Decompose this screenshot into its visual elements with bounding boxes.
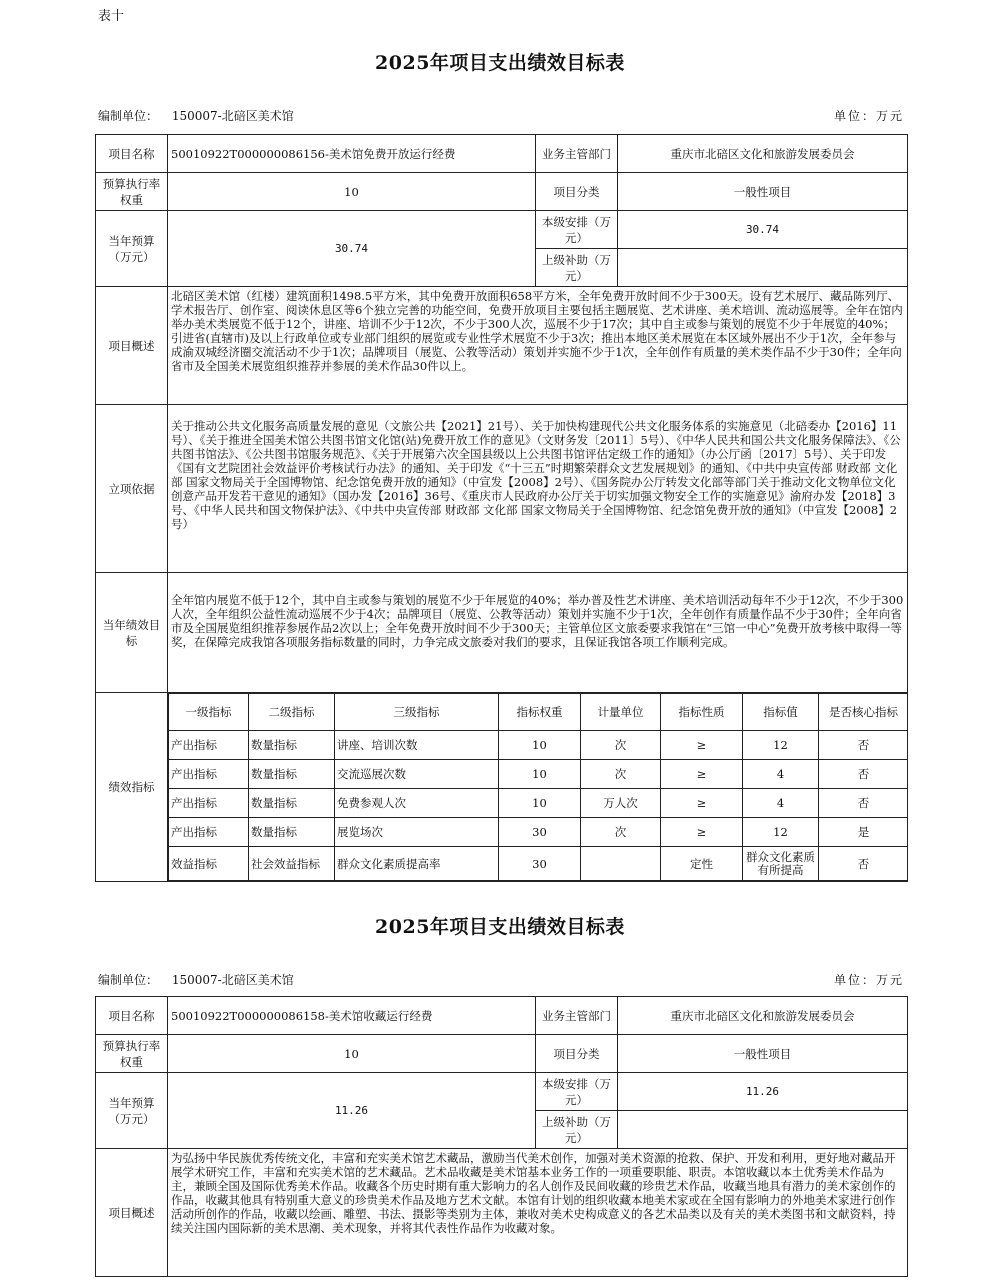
cell-level2: 数量指标 (249, 789, 335, 818)
cell-level3: 讲座、培训次数 (335, 731, 499, 760)
cell-level2: 社会效益指标 (249, 847, 335, 881)
page-title: 2025年项目支出绩效目标表 (375, 52, 625, 74)
local-label: 本级安排（万元） (536, 1073, 618, 1111)
category-label: 项目分类 (536, 1035, 618, 1073)
weight-value: 10 (168, 1035, 536, 1073)
org-label: 编制单位： (98, 973, 159, 987)
cell-level1: 产出指标 (169, 731, 249, 760)
cell-unit: 次 (581, 760, 661, 789)
cell-level2: 数量指标 (249, 760, 335, 789)
cell-nature: ≥ (661, 731, 743, 760)
cell-nature: ≥ (661, 818, 743, 847)
performance-table-2 (95, 996, 908, 1277)
org-value: 150007-北碚区美术馆 (171, 973, 294, 987)
cell-value: 12 (743, 818, 819, 847)
basis-label: 立项依据 (96, 405, 168, 573)
header-nature: 指标性质 (661, 694, 743, 731)
dept-label: 业务主管部门 (536, 997, 618, 1035)
budget-value: 11.26 (168, 1073, 536, 1149)
overview-text: 北碚区美术馆（红楼）建筑面积1498.5平方米，其中免费开放面积658平方米，全年免费开放时间不少于300天。设有艺术展厅、藏品陈列厅、学术报告厅、创作室、阅读休息区等6个独立完善的功能空间，免费开放项目主要包括主题展览、艺术讲座、美术培训、流动巡展等。全年在馆内举办美术类展览不低于12个，讲座、培训不少于12次，不少于300人次，巡展不少于17次；其中自主或参与策划的展览不少于年展览的40%；引进省(直辖市)及以上行政单位或专业部门组织的展览或专业性学术展览不少于3次；推出本地区美术展览在本区域外展出不少于1次，全年参与成渝双城经济圈交流活动不少于1次；品牌项目（展览、公教等活动）策划并实施不少于1次，全年创作有质量的美术类作品不少于30件；全年向省市及全国美术展览组织推荐并参展的美术作品30件以上。 (168, 287, 908, 405)
subsidy-value (618, 1111, 908, 1149)
dept-label: 业务主管部门 (536, 135, 618, 173)
page-title: 2025年项目支出绩效目标表 (375, 916, 625, 938)
subsidy-label: 上级补助（万元） (536, 249, 618, 287)
budget-value: 30.74 (168, 211, 536, 287)
cell-core: 否 (819, 731, 908, 760)
cell-level3: 群众文化素质提高率 (335, 847, 499, 881)
table-row (169, 818, 908, 847)
unit-label: 单位：万元 (833, 973, 904, 987)
indicators-table (168, 693, 908, 881)
cell-level3: 交流巡展次数 (335, 760, 499, 789)
header-weight: 指标权重 (499, 694, 581, 731)
goal-text: 全年馆内展览不低于12个，其中自主或参与策划的展览不少于年展览的40%；举办普及性艺术讲座、美术培训活动每年不少于12次，不少于300人次，全年组织公益性流动巡展不少于4次；品牌项目（展览、公教等活动）策划并实施不少于1次，全年创作有质量作品不少于30件；全年向省市及全国展览组织推荐参展作品2次以上；全年免费开放时间不少于300天；主管单位区文旅委要求我馆在“三馆一中心”免费开放考核中取得一等奖，在保障完成我馆各项服务指标数量的同时，力争完成文旅委对我们的要求，且保证我馆各项工作顺利完成。 (168, 573, 908, 693)
category-value: 一般性项目 (618, 1035, 908, 1073)
cell-level1: 效益指标 (169, 847, 249, 881)
cell-weight: 30 (499, 818, 581, 847)
header-level1: 一级指标 (169, 694, 249, 731)
cell-nature: ≥ (661, 789, 743, 818)
project-name-label: 项目名称 (96, 997, 168, 1035)
cell-level1: 产出指标 (169, 760, 249, 789)
cell-value: 群众文化素质有所提高 (743, 847, 819, 881)
project-name-label: 项目名称 (96, 135, 168, 173)
cell-weight: 10 (499, 760, 581, 789)
table-row (169, 731, 908, 760)
cell-core: 否 (819, 760, 908, 789)
header-unit: 计量单位 (581, 694, 661, 731)
table-row (169, 760, 908, 789)
cell-unit: 次 (581, 818, 661, 847)
budget-label: 当年预算（万元） (96, 1073, 168, 1149)
cell-weight: 30 (499, 847, 581, 881)
category-value: 一般性项目 (618, 173, 908, 211)
cell-value: 12 (743, 731, 819, 760)
indicators-cell (168, 693, 908, 882)
category-label: 项目分类 (536, 173, 618, 211)
project-name-value: 50010922T000000086158-美术馆收藏运行经费 (168, 997, 536, 1035)
cell-weight: 10 (499, 731, 581, 760)
cell-value: 4 (743, 760, 819, 789)
cell-nature: ≥ (661, 760, 743, 789)
indicators-header-row (169, 694, 908, 731)
cell-unit: 次 (581, 731, 661, 760)
basis-text: 关于推动公共文化服务高质量发展的意见（文旅公共【2021】21号）、关于加快构建现代公共文化服务体系的实施意见（北碚委办【2016】11号）、《关于推进全国美术馆公共图书馆文化馆(站)免费开放工作的意见》（文财务发〔2011〕5号）、《中华人民共和国公共文化服务保障法》、《公共图书馆法》、《公共图书馆服务规范》、《关于开展第六次全国县级以上公共图书馆评估定级工作的通知》（办公厅函〔2017〕5号）、关于印发《国有文艺院团社会效益评价考核试行办法》的通知、关于印发《“十三五”时期繁荣群众文艺发展规划》的通知、《中共中央宣传部 财政部 文化部 国家文物局关于全国博物馆、纪念馆免费开放的通知》（中宣发【2008】2号）、《国务院办公厅转发文化部等部门关于推动文化文物单位文化创意产品开发若干意见的通知》（国办发【2016】36号、《重庆市人民政府办公厅关于切实加强文物安全工作的实施意见》渝府办发【2018】3号、《中华人民共和国文物保护法》、《中共中央宣传部 财政部 文化部 国家文物局关于全国博物馆、纪念馆免费开放的通知》（中宣发【2008】2号） (168, 405, 908, 573)
table-row (169, 789, 908, 818)
cell-weight: 10 (499, 789, 581, 818)
cell-nature: 定性 (661, 847, 743, 881)
header-level3: 三级指标 (335, 694, 499, 731)
cell-unit: 万人次 (581, 789, 661, 818)
table-number-label: 表十 (98, 9, 125, 24)
cell-level1: 产出指标 (169, 789, 249, 818)
table-row (169, 847, 908, 881)
cell-value: 4 (743, 789, 819, 818)
meta-row (98, 107, 906, 124)
cell-level3: 展览场次 (335, 818, 499, 847)
cell-level3: 免费参观人次 (335, 789, 499, 818)
project-name-value: 50010922T000000086156-美术馆免费开放运行经费 (168, 135, 536, 173)
local-value: 30.74 (618, 211, 908, 249)
header-value: 指标值 (743, 694, 819, 731)
unit-label: 单位：万元 (833, 109, 904, 123)
cell-core: 是 (819, 818, 908, 847)
org-value: 150007-北碚区美术馆 (171, 109, 294, 123)
subsidy-label: 上级补助（万元） (536, 1111, 618, 1149)
overview-label: 项目概述 (96, 1149, 168, 1277)
cell-core: 否 (819, 847, 908, 881)
overview-label: 项目概述 (96, 287, 168, 405)
meta-row (98, 971, 906, 988)
cell-level2: 数量指标 (249, 731, 335, 760)
header-level2: 二级指标 (249, 694, 335, 731)
org-label: 编制单位： (98, 109, 159, 123)
goal-label: 当年绩效目标 (96, 573, 168, 693)
cell-core: 否 (819, 789, 908, 818)
cell-unit (581, 847, 661, 881)
subsidy-value (618, 249, 908, 287)
header-core: 是否核心指标 (819, 694, 908, 731)
weight-value: 10 (168, 173, 536, 211)
performance-table-1 (95, 134, 908, 882)
dept-value: 重庆市北碚区文化和旅游发展委员会 (618, 135, 908, 173)
indicators-label: 绩效指标 (96, 693, 168, 882)
budget-label: 当年预算（万元） (96, 211, 168, 287)
local-label: 本级安排（万元） (536, 211, 618, 249)
overview-text: 为弘扬中华民族优秀传统文化，丰富和充实美术馆艺术藏品，激励当代美术创作，加强对美术资源的抢救、保护、开发和利用，更好地对藏品开展学术研究工作，丰富和充实美术馆的艺术藏品。艺术品收藏是美术馆基本业务工作的一项重要职能、职责。本馆收藏以本土优秀美术作品为主，兼顾全国及国际优秀美术作品。收藏各个历史时期有重大影响力的名人创作及民间收藏的珍贵艺术作品，收藏当地具有潜力的美术家创作的作品，收藏其他具有特别重大意义的珍贵美术作品及地方艺术文献。本馆有计划的组织收藏本地美术家或在全国有影响力的外地美术家进行创作活动所创作的作品，收藏以绘画、雕塑、书法、摄影等类别为主体，兼收对美术史构成意义的各艺术品类以及有关的美术类图书和文献资料，持续关注国内国际新的美术思潮、美术现象，并将其代表性作品作为收藏对象。 (168, 1149, 908, 1277)
cell-level2: 数量指标 (249, 818, 335, 847)
weight-label: 预算执行率权重 (96, 173, 168, 211)
cell-level1: 产出指标 (169, 818, 249, 847)
local-value: 11.26 (618, 1073, 908, 1111)
weight-label: 预算执行率权重 (96, 1035, 168, 1073)
dept-value: 重庆市北碚区文化和旅游发展委员会 (618, 997, 908, 1035)
